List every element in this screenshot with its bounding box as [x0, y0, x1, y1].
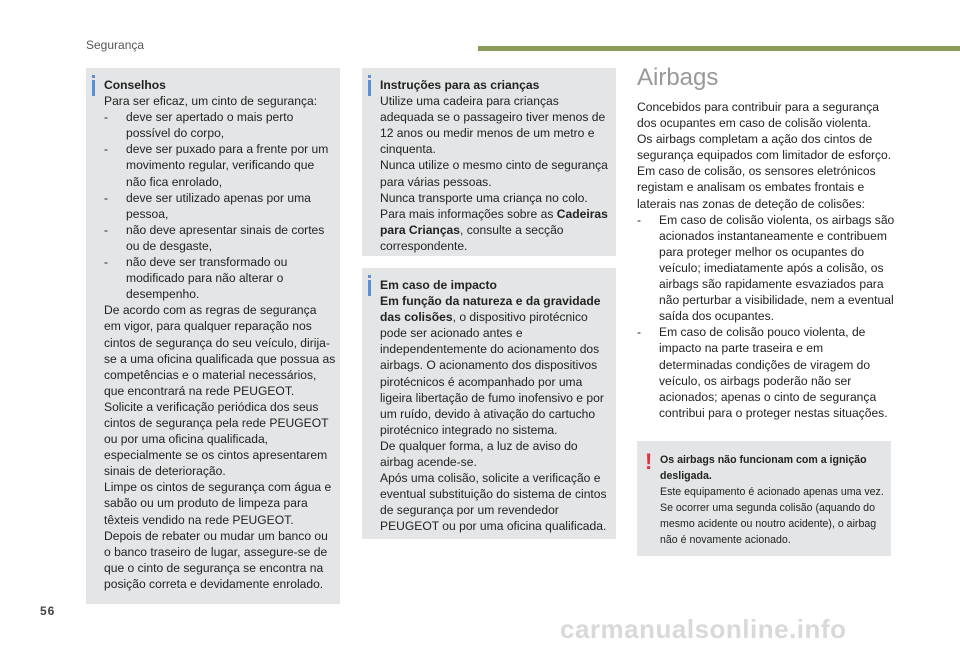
cross-reference: Cadeiras para Crianças	[380, 206, 608, 237]
info-icon	[368, 80, 371, 96]
conselhos-paragraph: De acordo com as regras de segurança em vigor, para qualquer reparação nos cintos de segurança do seu veículo, dirija-se a uma oficina qualificada que possua as competências e o material necessários, que encontrará na rede PEUGEOT.	[104, 303, 336, 398]
airbags-paragraph: Concebidos para contribuir para a segurança dos ocupantes em caso de colisão violenta.	[637, 100, 880, 131]
criancas-box	[362, 68, 616, 256]
conselhos-box	[86, 68, 340, 604]
warning-text	[660, 452, 886, 548]
list-item: - deve ser apertado o mais perto possível do corpo,	[104, 110, 294, 141]
criancas-paragraph: Utilize uma cadeira para crianças adequada se o passageiro tiver menos de 12 anos ou medir menos de um metro e cinquenta.	[380, 94, 606, 157]
conselhos-intro: Para ser eficaz, um cinto de segurança:	[104, 94, 318, 109]
criancas-paragraph: Nunca transporte uma criança no colo.	[380, 190, 588, 205]
page-number: 56	[40, 604, 56, 618]
impacto-text	[380, 277, 612, 535]
criancas-title: Instruções para as crianças	[380, 78, 540, 92]
warning-title: Os airbags não funcionam com a ignição desligada.	[660, 454, 867, 482]
impacto-paragraph: Em função da natureza e da gravidade das colisões, o dispositivo pirotécnico pode ser acionado antes e independentemente do acionamento dos airbags. O acionamento dos dispositivos pirotécnicos é acompanhado por uma ligeira libertação de fumo inofensivo e por um ruído, devido à ativação do cartucho pirotécnico integrado no sistema.	[380, 294, 604, 437]
impacto-paragraph: De qualquer forma, a luz de aviso do airbag acende-se.	[380, 438, 578, 470]
conselhos-paragraph: Solicite a verificação periódica dos seus cintos de segurança pela rede PEUGEOT ou por uma oficina qualificada, especialmente se os cintos apresentarem sinais de deterioração.	[104, 399, 329, 479]
info-icon	[368, 280, 371, 296]
list-item: - Em caso de colisão violenta, os airbags são acionados instantaneamente e contribuem para proteger melhor os ocupantes do veículo; imediatamente após a colisão, os airbags são rapidamente esvaziados para não perturbar a visibilidade, nem a eventual saída dos ocupantes.	[637, 212, 895, 324]
conselhos-paragraph: Limpe os cintos de segurança com água e sabão ou um produto de limpeza para têxteis vendido na rede PEUGEOT.	[104, 480, 332, 527]
list-item: - não deve ser transformado ou modificado para não alterar o desempenho.	[104, 255, 288, 302]
criancas-text	[380, 77, 612, 254]
impacto-paragraph: Após uma colisão, solicite a verificação e eventual substituição do sistema de cintos de segurança por um revendedor PEUGEOT ou por uma oficina qualificada.	[380, 471, 607, 534]
warning-box	[637, 441, 891, 556]
impacto-box	[362, 268, 616, 539]
criancas-paragraph: Nunca utilize o mesmo cinto de segurança para várias pessoas.	[380, 158, 608, 189]
airbags-paragraph: Em caso de colisão, os sensores eletrónicos registam e analisam os embates frontais e laterais nas zonas de deteção de colisões:	[637, 164, 876, 211]
info-icon	[92, 80, 95, 96]
impacto-title: Em caso de impacto	[380, 278, 497, 292]
list-item: - deve ser puxado para a frente por um movimento regular, verificando que não fica enrolado,	[104, 142, 329, 189]
page-title: Airbags	[637, 64, 719, 91]
conselhos-paragraph: Depois de rebater ou mudar um banco ou o banco traseiro de lugar, assegure-se de que o cinto de segurança se encontra na posição correta e devidamente enrolado.	[104, 528, 328, 591]
airbags-paragraph: Os airbags completam a ação dos cintos de segurança equipados com limitador de esforço.	[637, 132, 892, 163]
section-header: Segurança	[86, 38, 145, 52]
warning-icon: !	[645, 449, 653, 474]
airbags-text	[637, 99, 895, 421]
conselhos-title: Conselhos	[104, 78, 166, 92]
watermark: carmanualsonline.info	[560, 614, 847, 644]
list-item: - não deve apresentar sinais de cortes ou de desgaste,	[104, 222, 325, 253]
list-item: - Em caso de colisão pouco violenta, de impacto na parte traseira e em determinadas condições de viragem do veículo, os airbags poderão não ser acionados; apenas o cinto de segurança contribui para o proteger nestas situações.	[637, 325, 888, 420]
list-item: - deve ser utilizado apenas por uma pessoa,	[104, 190, 311, 221]
criancas-paragraph: Para mais informações sobre as Cadeiras para Crianças, consulte a secção correspondente.	[380, 206, 608, 253]
header-bar	[478, 46, 960, 51]
conselhos-text	[104, 77, 336, 592]
warning-paragraph: Este equipamento é acionado apenas uma vez. Se ocorrer uma segunda colisão (aquando do mesmo acidente ou noutro acidente), o airbag não é novamente acionado.	[660, 486, 884, 546]
